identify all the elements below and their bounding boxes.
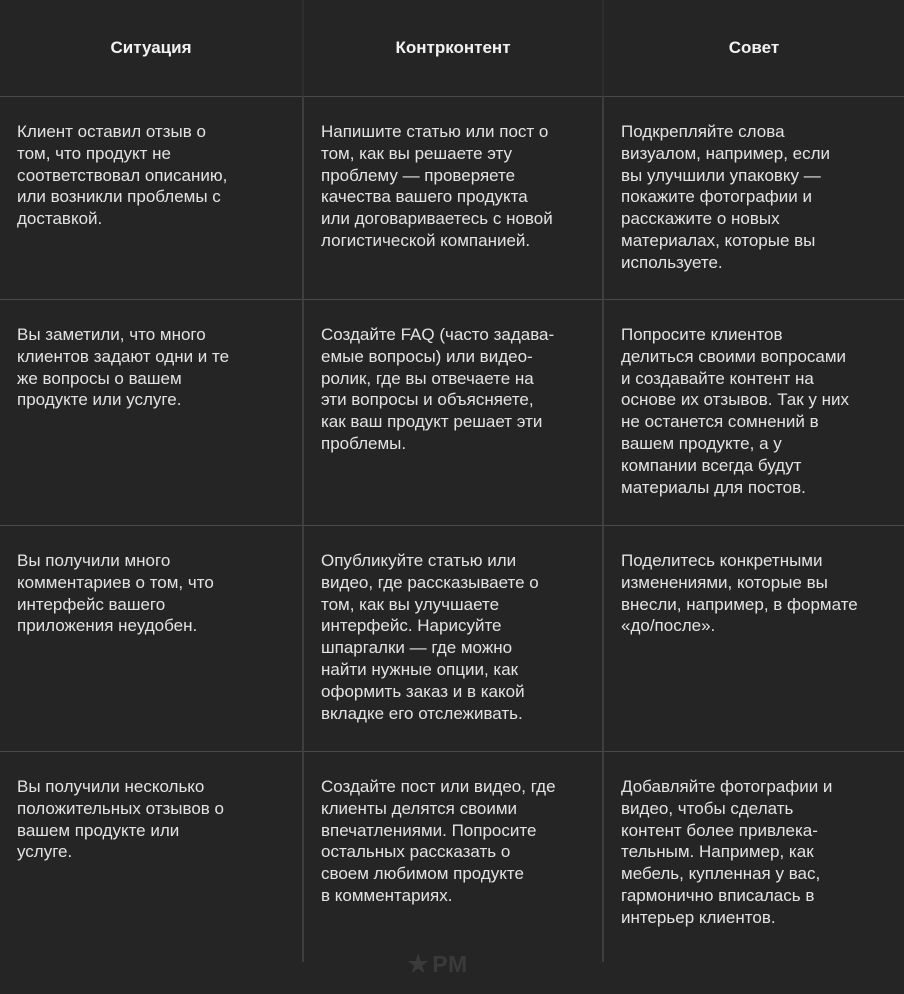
brand-logo: [406, 951, 468, 978]
header-countercontent: Контрконтент: [302, 0, 604, 97]
row4-advice: Добавляйте фотографии и видео, чтобы сделать контент более привлека- тельным. Например, как мебель, купленная у вас, гармонично вписалась в интерьер клиентов.: [621, 777, 833, 927]
row3-countercontent: Опубликуйте статью или видео, где рассказываете о том, как вы улучшаете интерфейс. Нарисуйте шпаргалки — где можно найти нужные опции, как оформить заказ и в какой вкладке его отслеживать.: [302, 526, 604, 752]
row3-situation: Вы получили много комментариев о том, что интерфейс вашего приложения неудобен.: [0, 526, 302, 752]
logo-text: PM: [432, 951, 468, 977]
row4-countercontent: Создайте пост или видео, где клиенты делятся своими впечатлениями. Попросите остальных рассказать о своем любимом продукте в комментариях.: [302, 752, 604, 962]
row2-countercontent: Создайте FAQ (часто задава- емые вопросы) или видео- ролик, где вы отвечаете на эти вопросы и объясняете, как ваш продукт решает эти проблемы.: [302, 300, 604, 526]
row1-advice: Подкрепляйте слова визуалом, например, если вы улучшили упаковку — покажите фотографии и расскажите о новых материалах, которые вы используете.: [604, 97, 904, 300]
row3-advice: Поделитесь конкретными изменениями, которые вы внесли, например, в формате «до/после».: [604, 526, 904, 752]
row2-advice: Попросите клиентов делиться своими вопросами и создавайте контент на основе их отзывов. Так у них не останется сомнений в вашем продукте, а у компании всегда будут материалы для постов.: [604, 300, 904, 526]
star-icon: ★: [406, 949, 431, 979]
row4-situation: Вы получили несколько положительных отзывов о вашем продукте или услуге.: [17, 777, 225, 862]
row2-situation: Вы заметили, что много клиентов задают одни и те же вопросы о вашем продукте или услуге.: [0, 300, 302, 526]
row1-situation: Клиент оставил отзыв о том, что продукт не соответствовал описанию, или возникли проблемы с доставкой.: [0, 97, 302, 300]
row1-countercontent: Напишите статью или пост о том, как вы решаете эту проблему — проверяете качества вашего продукта или договариваетесь с новой логистической компанией.: [302, 97, 604, 300]
header-advice: Совет: [604, 0, 904, 97]
header-situation: Ситуация: [0, 0, 302, 97]
